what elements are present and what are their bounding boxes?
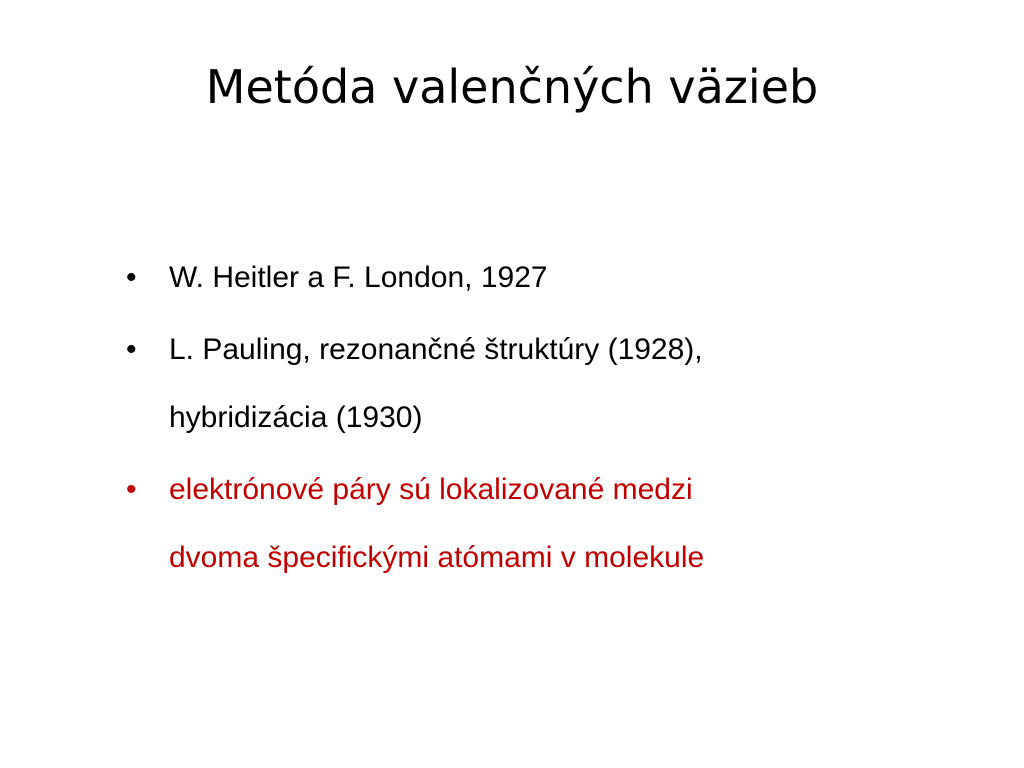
bullet-item bbox=[126, 244, 916, 312]
bullet-marker: • bbox=[126, 473, 137, 506]
bullet-text: W. Heitler a F. London, 1927 bbox=[169, 261, 548, 294]
bullet-marker: • bbox=[126, 261, 137, 294]
slide-title: Metóda valenčných väzieb bbox=[205, 60, 819, 114]
bullet-item-highlight bbox=[126, 456, 916, 592]
bullet-marker: • bbox=[126, 333, 137, 366]
bullet-text-line-1: elektrónové páry sú lokalizované medzi bbox=[169, 473, 693, 506]
bullet-list bbox=[126, 244, 916, 596]
bullet-text-line-2: dvoma špecifickými atómami v molekule bbox=[169, 541, 705, 574]
bullet-text-line-2: hybridizácia (1930) bbox=[169, 401, 423, 434]
bullet-item bbox=[126, 316, 916, 452]
bullet-text-line-1: L. Pauling, rezonančné štruktúry (1928), bbox=[169, 333, 703, 366]
